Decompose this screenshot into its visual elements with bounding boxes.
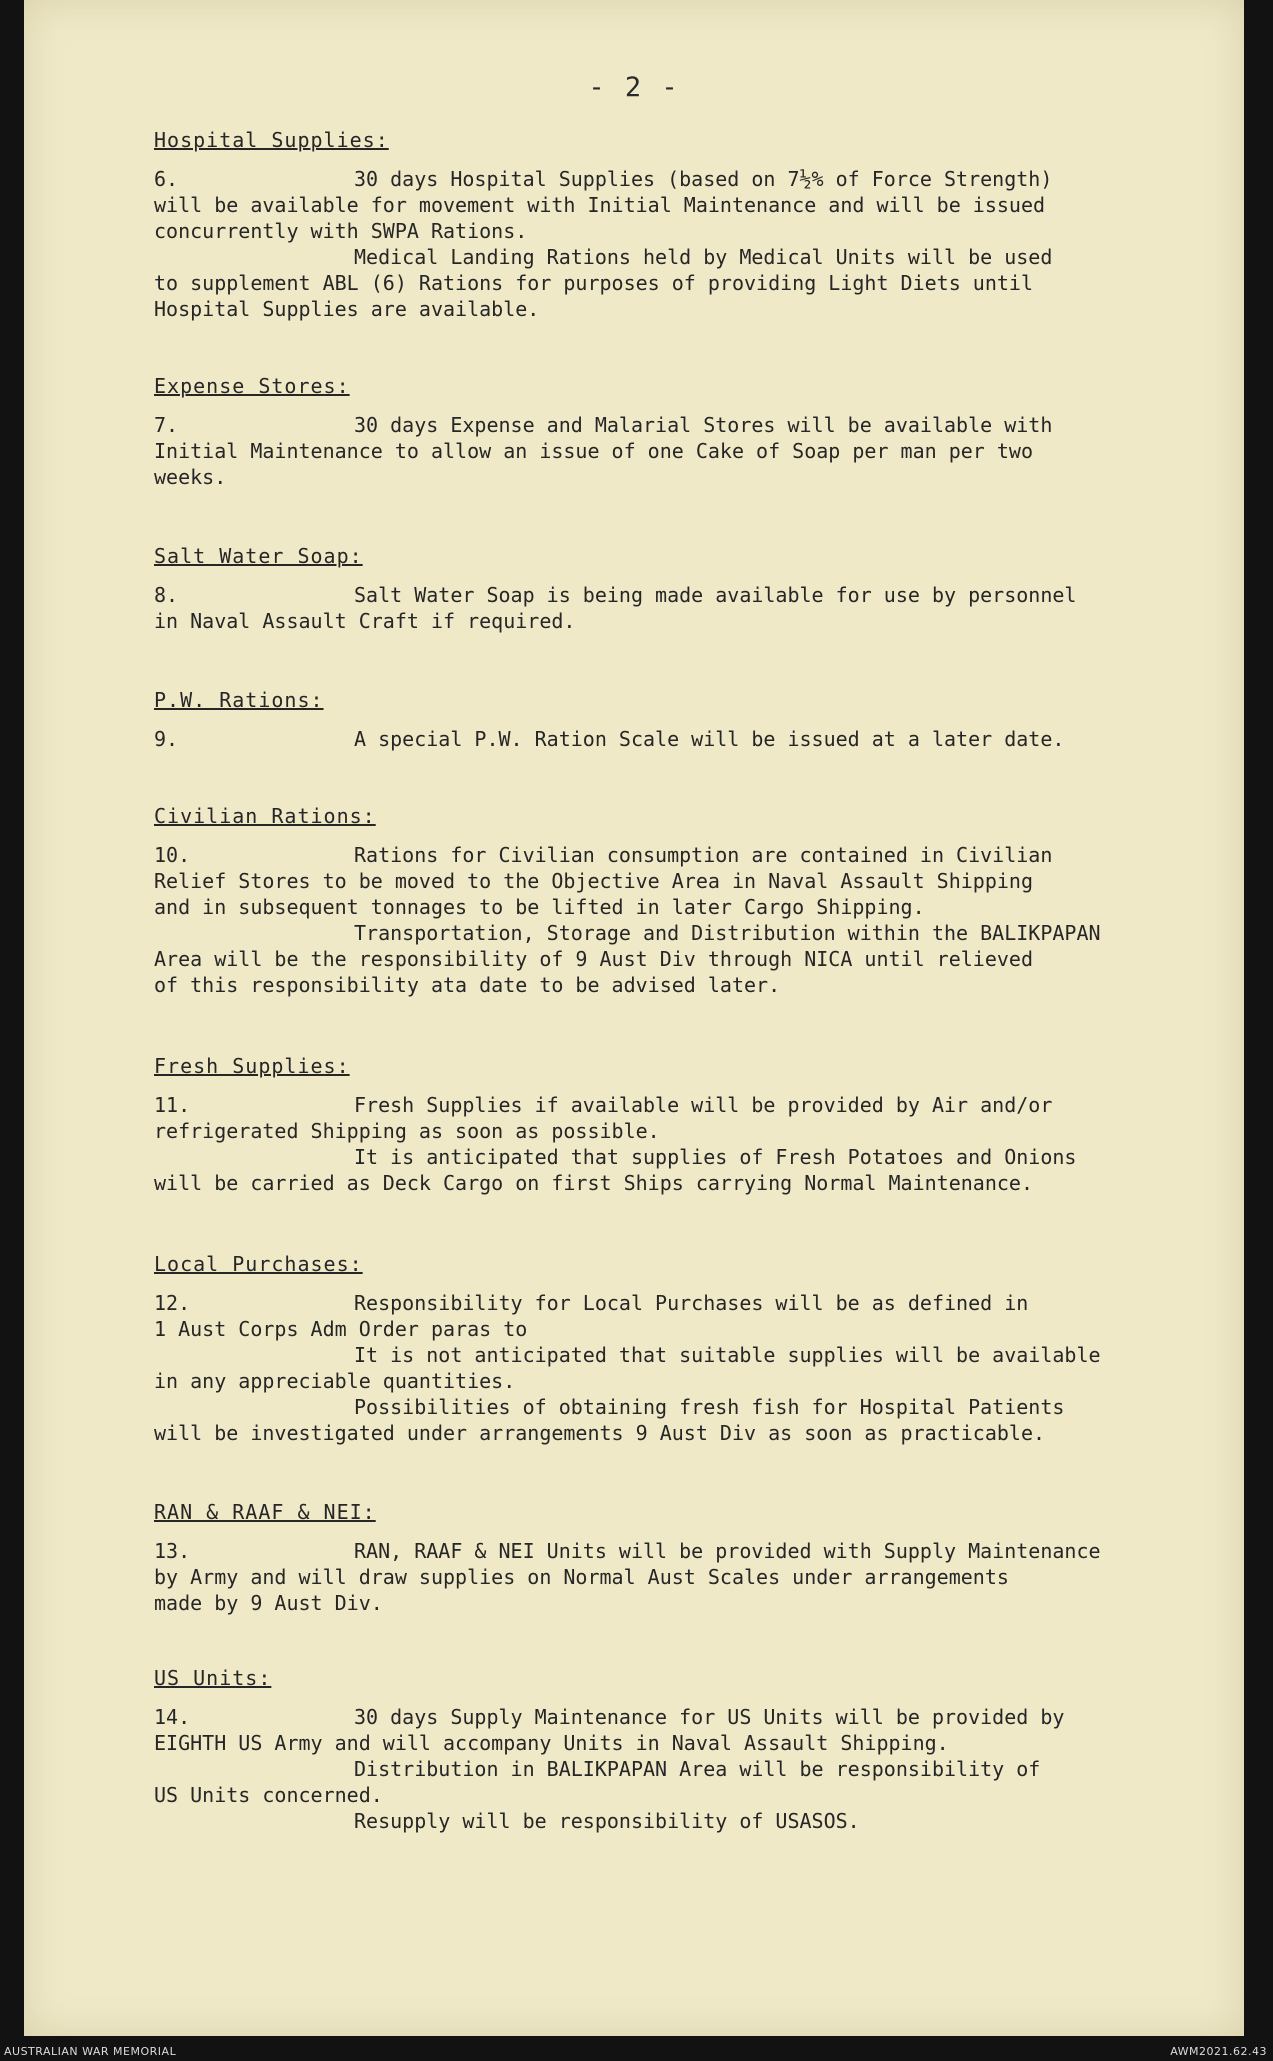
para-line: Area will be the responsibility of 9 Aust Div through NICA until relieved [154,947,1033,971]
section-ran-raaf-nei [154,1500,1244,1616]
para-line: Possibilities of obtaining fresh fish for Hospital Patients [354,1395,1065,1419]
para-line: EIGHTH US Army and will accompany Units in Naval Assault Shipping. [154,1731,949,1755]
para-line: by Army and will draw supplies on Normal Aust Scales under arrangements [154,1565,1009,1589]
section-civilian-rations [154,804,1244,998]
para-line: refrigerated Shipping as soon as possible. [154,1119,660,1143]
para-number: 7. [154,413,179,437]
para-line: 1 Aust Corps Adm Order paras to [154,1317,528,1341]
para-number: 6. [154,167,179,191]
document-page [24,0,1244,2036]
section-salt-water-soap [154,544,1244,634]
section-pw-rations [154,688,1244,752]
para-number: 12. [154,1291,191,1315]
para-line: 30 days Supply Maintenance for US Units will be provided by [354,1705,1065,1729]
para-number: 11. [154,1093,191,1117]
para-number: 8. [154,583,179,607]
para-line: 30 days Expense and Malarial Stores will be available with [354,413,1053,437]
para-number: 13. [154,1539,191,1563]
para-line: will be investigated under arrangements 9 Aust Div as soon as practicable. [154,1421,1046,1445]
section-us-units [154,1666,1244,1834]
section-heading: RAN & RAAF & NEI: [154,1500,376,1524]
section-heading: Salt Water Soap: [154,544,363,568]
footer-archive-label: AUSTRALIAN WAR MEMORIAL [4,2045,177,2058]
para-line: to supplement ABL (6) Rations for purposes of providing Light Diets until [154,271,1033,295]
section-hospital-supplies [154,128,1244,322]
section-local-purchases [154,1252,1244,1446]
para-line: Relief Stores to be moved to the Objective Area in Naval Assault Shipping [154,869,1033,893]
section-expense-stores [154,374,1244,490]
para-line: and in subsequent tonnages to be lifted in later Cargo Shipping. [154,895,925,919]
section-heading: Hospital Supplies: [154,128,389,152]
footer-accession-id: AWM2021.62.43 [1170,2045,1267,2058]
para-line: Hospital Supplies are available. [154,297,540,321]
para-number: 14. [154,1705,191,1729]
para-line: A special P.W. Ration Scale will be issued at a later date. [354,727,1065,751]
section-heading: P.W. Rations: [154,688,324,712]
para-line: 30 days Hospital Supplies (based on 7½% of Force Strength) [354,167,1053,191]
section-heading: Civilian Rations: [154,804,376,828]
para-line: Fresh Supplies if available will be provided by Air and/or [354,1093,1053,1117]
para-number: 9. [154,727,179,751]
para-line: concurrently with SWPA Rations. [154,219,528,243]
para-line: It is not anticipated that suitable supplies will be available [354,1343,1101,1367]
para-line: Resupply will be responsibility of USASOS. [354,1809,860,1833]
para-line: US Units concerned. [154,1783,383,1807]
page-number: - 2 - [588,72,680,103]
section-heading: Fresh Supplies: [154,1054,350,1078]
para-line: Medical Landing Rations held by Medical Units will be used [354,245,1053,269]
section-fresh-supplies [154,1054,1244,1196]
para-line: Distribution in BALIKPAPAN Area will be responsibility of [354,1757,1041,1781]
para-line: Initial Maintenance to allow an issue of one Cake of Soap per man per two [154,439,1033,463]
para-line: Transportation, Storage and Distribution within the BALIKPAPAN [354,921,1101,945]
section-heading: Local Purchases: [154,1252,363,1276]
para-line: of this responsibility ata date to be advised later. [154,973,781,997]
para-line: will be carried as Deck Cargo on first Ships carrying Normal Maintenance. [154,1171,1033,1195]
para-number: 10. [154,843,191,867]
para-line: weeks. [154,465,227,489]
section-heading: Expense Stores: [154,374,350,398]
para-line: in Naval Assault Craft if required. [154,609,576,633]
para-line: Responsibility for Local Purchases will be as defined in [354,1291,1029,1315]
para-line: will be available for movement with Initial Maintenance and will be issued [154,193,1046,217]
para-line: It is anticipated that supplies of Fresh Potatoes and Onions [354,1145,1077,1169]
para-line: Rations for Civilian consumption are contained in Civilian [354,843,1053,867]
para-line: made by 9 Aust Div. [154,1591,383,1615]
section-heading: US Units: [154,1666,272,1690]
para-line: in any appreciable quantities. [154,1369,516,1393]
para-line: RAN, RAAF & NEI Units will be provided with Supply Maintenance [354,1539,1101,1563]
para-line: Salt Water Soap is being made available for use by personnel [354,583,1077,607]
